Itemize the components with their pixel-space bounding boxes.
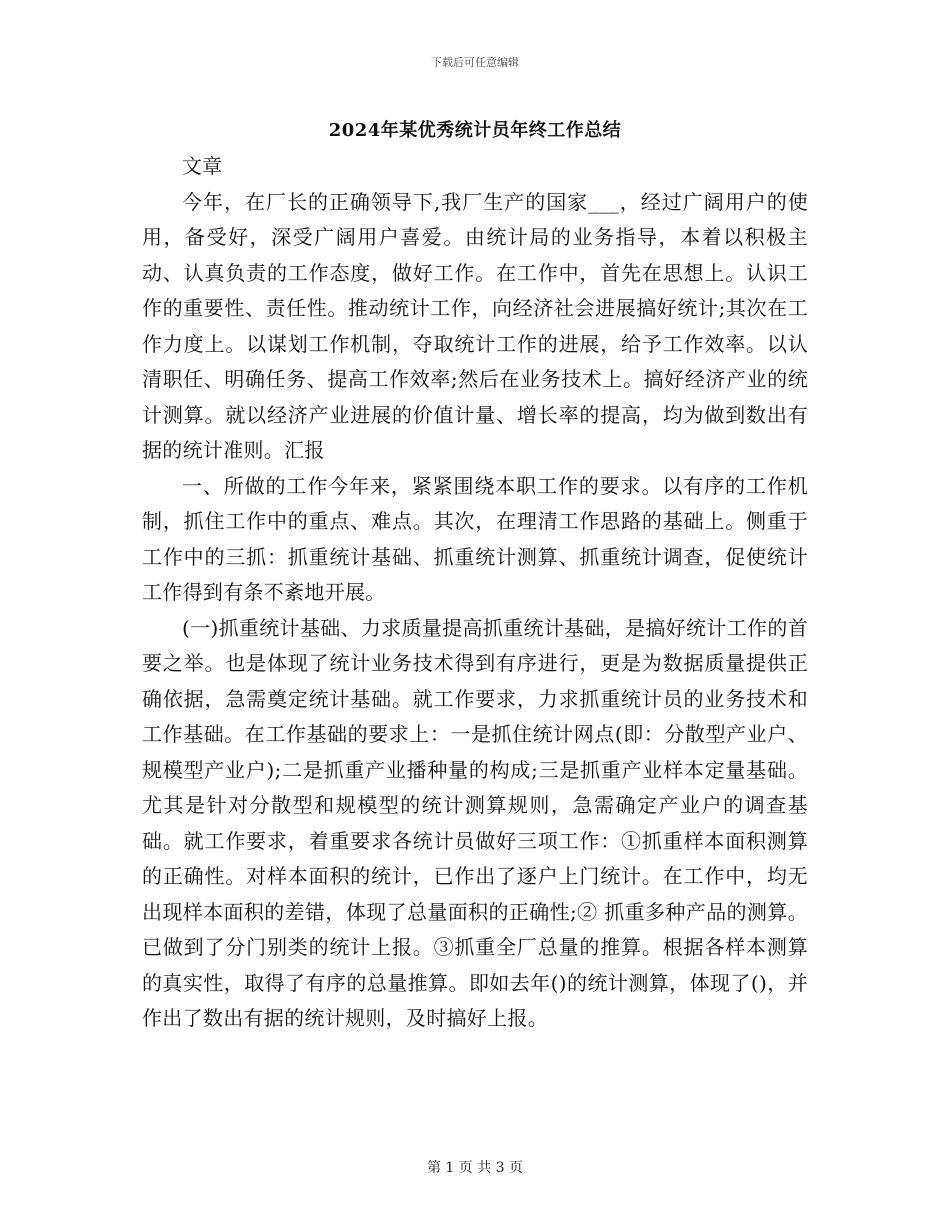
- paragraph-intro: 今年，在厂长的正确领导下,我厂生产的国家___，经过广阔用户的使用，备受好，深受广阔用户喜爱。由统计局的业务指导，本着以积极主动、认真负责的工作态度，做好工作。在工作中，首先在思想上。认识工作的重要性、责任性。推动统计工作，向经济社会进展搞好统计;其次在工作力度上。以谋划工作机制，夺取统计工作的进展，给予工作效率。以认清职任、明确任务、提高工作效率;然后在业务技术上。搞好经济产业的统计测算。就以经济产业进展的价值计量、增长率的提高，均为做到数出有据的统计准则。汇报: [142, 189, 808, 462]
- header-note: 下载后可任意编辑: [431, 56, 519, 69]
- document-body: [142, 149, 808, 1037]
- document-title: 2024年某优秀统计员年终工作总结: [328, 120, 622, 141]
- paragraph-label: 文章: [182, 154, 223, 178]
- paragraph-subsection-one: (一)抓重统计基础、力求质量提高抓重统计基础，是搞好统计工作的首要之举。也是体现了统计业务技术得到有序进行，更是为数据质量提供正确依据，急需奠定统计基础。就工作要求，力求抓重统计员的业务技术和工作基础。在工作基础的要求上：一是抓住统计网点(即：分散型产业户、规模型产业户);二是抓重产业播种量的构成;三是抓重产业样本定量基础。尤其是针对分散型和规模型的统计测算规则，急需确定产业户的调查基础。就工作要求，着重要求各统计员做好三项工作：①抓重样本面积测算的正确性。对样本面积的统计，已作出了逐户上门统计。在工作中，均无出现样本面积的差错，体现了总量面积的正确性;② 抓重多种产品的测算。已做到了分门别类的统计上报。③抓重全厂总量的推算。根据各样本测算的真实性，取得了有序的总量推算。即如去年()的统计测算，体现了()，并作出了数出有据的统计规则，及时搞好上报。: [142, 615, 808, 1030]
- paragraph-section-one: 一、所做的工作今年来，紧紧围绕本职工作的要求。以有序的工作机制，抓住工作中的重点、难点。其次，在理清工作思路的基础上。侧重于工作中的三抓：抓重统计基础、抓重统计测算、抓重统计调查，促使统计工作得到有条不紊地开展。: [142, 473, 808, 604]
- page-number: 第 1 页 共 3 页: [426, 1160, 524, 1176]
